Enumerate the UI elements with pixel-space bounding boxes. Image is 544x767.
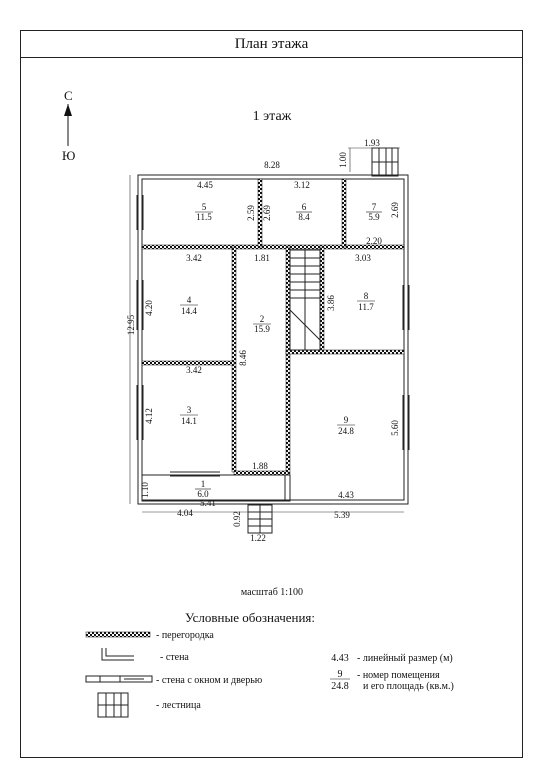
dim-404: 4.04	[177, 508, 193, 518]
dim-269a: 2.69	[262, 205, 272, 221]
floor-label: 1 этаж	[252, 109, 292, 124]
legend-wall-label: - стена	[160, 652, 189, 663]
dim-412: 4.12	[144, 408, 154, 424]
dim-312: 3.12	[294, 180, 310, 190]
outer-stairs-bottom	[248, 505, 272, 533]
dim-188: 1.88	[252, 461, 268, 471]
vestibule-walls	[142, 475, 290, 501]
room-number: 9	[343, 415, 349, 425]
dim-443: 4.43	[338, 490, 354, 500]
legend-partition-label: - перегородка	[156, 630, 214, 641]
partition-legend-symbol	[86, 632, 150, 637]
room-number: 1	[200, 479, 206, 489]
dim-1295: 12.95	[126, 314, 136, 336]
room-number: 3	[186, 405, 192, 415]
dim-342b: 3.42	[186, 365, 202, 375]
room-number: 6	[301, 202, 307, 212]
dim-220: 2.20	[366, 236, 382, 246]
partitions	[142, 179, 404, 475]
wall-legend-symbol	[102, 648, 134, 660]
room-number: 2	[259, 314, 265, 324]
dim-110: 1.10	[140, 482, 150, 498]
scale-label: масштаб 1:100	[240, 587, 304, 598]
dim-269b: 2.69	[390, 202, 400, 218]
dim-303: 3.03	[355, 253, 371, 263]
dim-122: 1.22	[250, 533, 266, 543]
dim-342a: 3.42	[186, 253, 202, 263]
legend-linear-label: - линейный размер (м)	[357, 653, 453, 664]
dim-846: 8.46	[238, 350, 248, 366]
legend-stairs-label: - лестница	[156, 700, 201, 711]
dim-193: 1.93	[364, 138, 380, 148]
dim-828: 8.28	[264, 160, 280, 170]
legend-room-example-area: 24.8	[331, 681, 349, 692]
inner-stairs	[290, 250, 320, 350]
outer-walls	[138, 175, 408, 504]
room-number: 8	[363, 291, 369, 301]
room-area: 14.4	[181, 306, 197, 316]
room-area: 24.8	[338, 426, 354, 436]
compass-south-label: Ю	[62, 148, 76, 163]
room-number: 4	[186, 295, 192, 305]
dim-092: 0.92	[232, 511, 242, 527]
room-area: 8.4	[298, 212, 310, 222]
compass-arrow-icon	[64, 104, 72, 146]
stairs-legend-icon	[98, 693, 128, 717]
dim-541: 5.41	[200, 498, 216, 508]
room-number: 5	[201, 202, 207, 212]
legend-room-label-1: - номер помещения	[357, 670, 440, 681]
room-area: 15.9	[254, 324, 270, 334]
room-area: 14.1	[181, 416, 197, 426]
legend-room-example-number: 9	[337, 669, 343, 680]
dim-420: 4.20	[144, 300, 154, 316]
room-number: 7	[371, 202, 377, 212]
dim-560: 5.60	[390, 420, 400, 436]
legend-title: Условные обозначения:	[184, 610, 316, 625]
legend-room-label-2: и его площадь (кв.м.)	[363, 681, 454, 692]
page-title: План этажа	[20, 30, 523, 58]
dim-539: 5.39	[334, 510, 350, 520]
room-area: 5.9	[368, 212, 380, 222]
room-area: 11.7	[358, 302, 374, 312]
dim-100: 1.00	[338, 152, 348, 168]
compass-north-label: С	[64, 88, 73, 103]
window-door-legend-symbol	[86, 676, 152, 682]
legend-linear-example: 4.43	[331, 653, 349, 664]
legend-wall-window-door-label: - стена с окном и дверью	[156, 675, 263, 686]
dim-259: 2.59	[246, 205, 256, 221]
dim-181: 1.81	[254, 253, 270, 263]
dim-386: 3.86	[326, 295, 336, 311]
outer-stairs-top	[372, 148, 398, 176]
room-area: 11.5	[196, 212, 212, 222]
room-area: 6.0	[197, 489, 209, 499]
dim-445: 4.45	[197, 180, 213, 190]
